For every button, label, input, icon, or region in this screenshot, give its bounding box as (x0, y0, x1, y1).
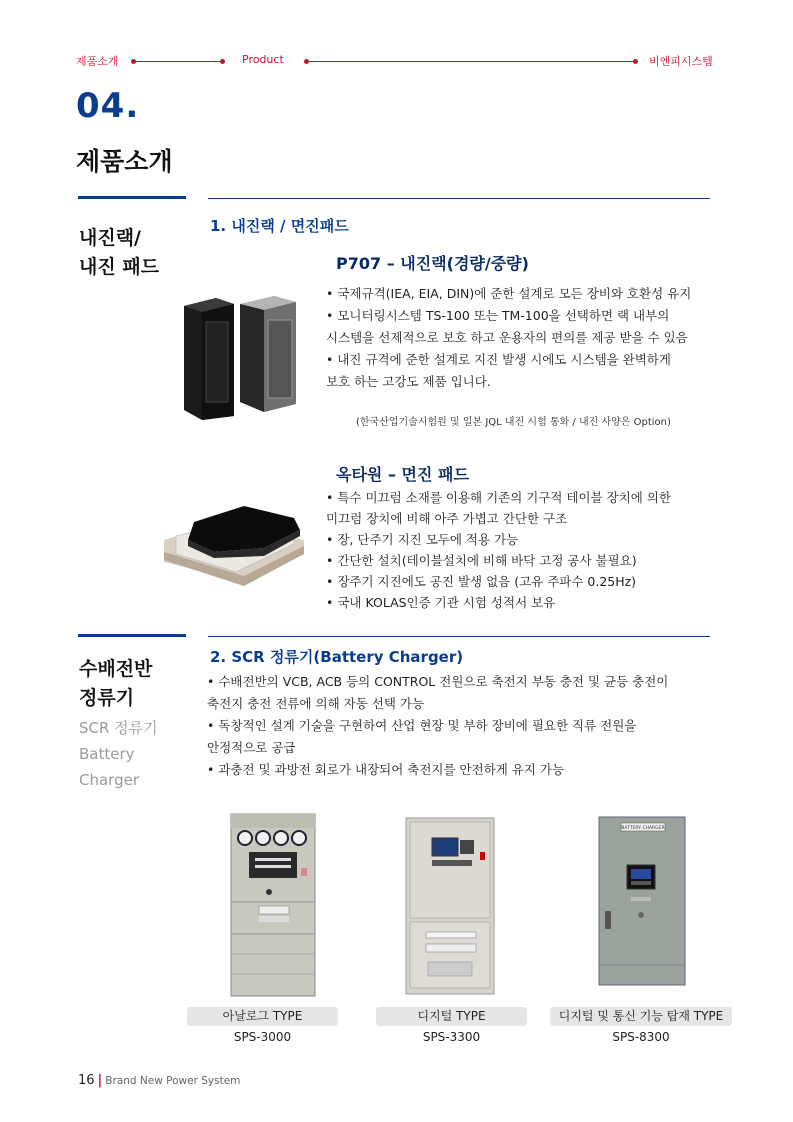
chapter-title: 제품소개 (76, 147, 173, 176)
product1-note: (한국산업기술시험원 및 일본 JQL 내진 시험 통화 / 내진 사양은 Option) (356, 417, 671, 428)
section2-side-sub-2: Battery (79, 745, 135, 763)
product-model-label: SPS-8300 (612, 1030, 670, 1044)
product2-bullet: • 장, 단주기 지진 모두에 적용 가능 (326, 532, 519, 547)
nav-divider-2 (306, 61, 636, 62)
product1-title: P707 – 내진랙(경량/중량) (336, 254, 529, 273)
product2-title: 옥타원 – 면진 패드 (336, 465, 469, 484)
section1-side-bar (78, 196, 186, 199)
product1-bullet: • 국제규격(IEA, EIA, DIN)에 준한 설계로 모든 장비와 호환성 유지 (326, 286, 692, 301)
product-model-label: SPS-3000 (233, 1030, 292, 1044)
section2-bullet-list (207, 671, 668, 781)
product2-bullet: • 국내 KOLAS인증 기관 시험 성적서 보유 (326, 595, 556, 610)
nav-left-label: 제품소개 (76, 55, 119, 68)
section2-bullet: 축전지 충전 전류에 의해 자동 선택 가능 (207, 696, 425, 711)
footer-separator: | (97, 1073, 103, 1088)
footer-brand: Brand New Power System (105, 1075, 241, 1087)
nav-divider-1 (133, 61, 223, 62)
rack-cabinets-image (176, 292, 308, 422)
seismic-pad-image (154, 500, 324, 588)
section2-side-title-1: 수배전반 (79, 658, 153, 680)
product1-bullet: • 모니터링시스템 TS-100 또는 TM-100을 선택하면 랙 내부의 (326, 308, 670, 323)
section2-bullet: • 수배전반의 VCB, ACB 등의 CONTROL 전원으로 축전지 부동 충전 및 균등 충전이 (207, 674, 669, 689)
product2-bullet-list (326, 487, 671, 613)
section1-side-title-1: 내진랙/ (79, 227, 142, 249)
section2-side-bar (78, 634, 186, 637)
product1-bullet-list (326, 283, 691, 393)
page-number: 16 (78, 1073, 95, 1088)
product2-bullet: • 특수 미끄럼 소재를 이용해 기존의 기구적 테이블 장치에 의한 (326, 490, 672, 505)
panel-label: BATTERY CHARGER (621, 826, 665, 831)
analog-charger-image (229, 812, 319, 998)
section2-side-sub-3: Charger (79, 771, 139, 789)
product1-bullet: 보호 하는 고강도 제품 입니다. (326, 374, 491, 389)
product1-bullet: • 내진 규격에 준한 설계로 지진 발생 시에도 시스템을 완벽하게 (326, 352, 672, 367)
section2-bullet: • 과충전 및 과방전 회로가 내장되어 축전지를 안전하게 유지 가능 (207, 762, 565, 777)
product-type-caption: 디지털 TYPE (376, 1007, 527, 1026)
product2-bullet: • 장주기 지진에도 공진 발생 없음 (고유 주파수 0.25Hz) (326, 574, 637, 589)
product-type-caption: 디지털 및 통신 기능 탑재 TYPE (550, 1007, 732, 1026)
section1-divider (208, 198, 710, 199)
section2-divider (208, 636, 710, 637)
section2-heading: 2. SCR 정류기(Battery Charger) (210, 648, 464, 666)
chapter-number: 04. (76, 86, 140, 126)
digital-charger-image (402, 812, 498, 998)
page-footer (78, 1073, 240, 1088)
digital-comm-charger-image (597, 815, 689, 987)
section1-heading: 1. 내진랙 / 면진패드 (210, 217, 349, 235)
product1-bullet: 시스템을 선제적으로 보호 하고 운용자의 편의를 제공 받을 수 있음 (326, 330, 688, 345)
product2-bullet: 미끄럼 장치에 비해 아주 가볍고 간단한 구조 (326, 511, 568, 526)
section2-side-sub-1: SCR 정류기 (79, 719, 158, 737)
nav-center-label: Product (242, 53, 284, 66)
section2-bullet: • 독창적인 설계 기술을 구현하여 산업 현장 및 부하 장비에 필요한 직류 전원을 (207, 718, 637, 733)
section1-side-title-2: 내진 패드 (79, 256, 160, 278)
product2-bullet: • 간단한 설치(테이블설치에 비해 바닥 고정 공사 불필요) (326, 553, 637, 568)
nav-right-label: 비엔피시스템 (649, 55, 713, 68)
section2-bullet: 안정적으로 공급 (207, 740, 296, 755)
product-model-label: SPS-3300 (422, 1030, 481, 1044)
section2-side-title-2: 정류기 (79, 687, 135, 709)
product-type-caption: 아날로그 TYPE (187, 1007, 338, 1026)
